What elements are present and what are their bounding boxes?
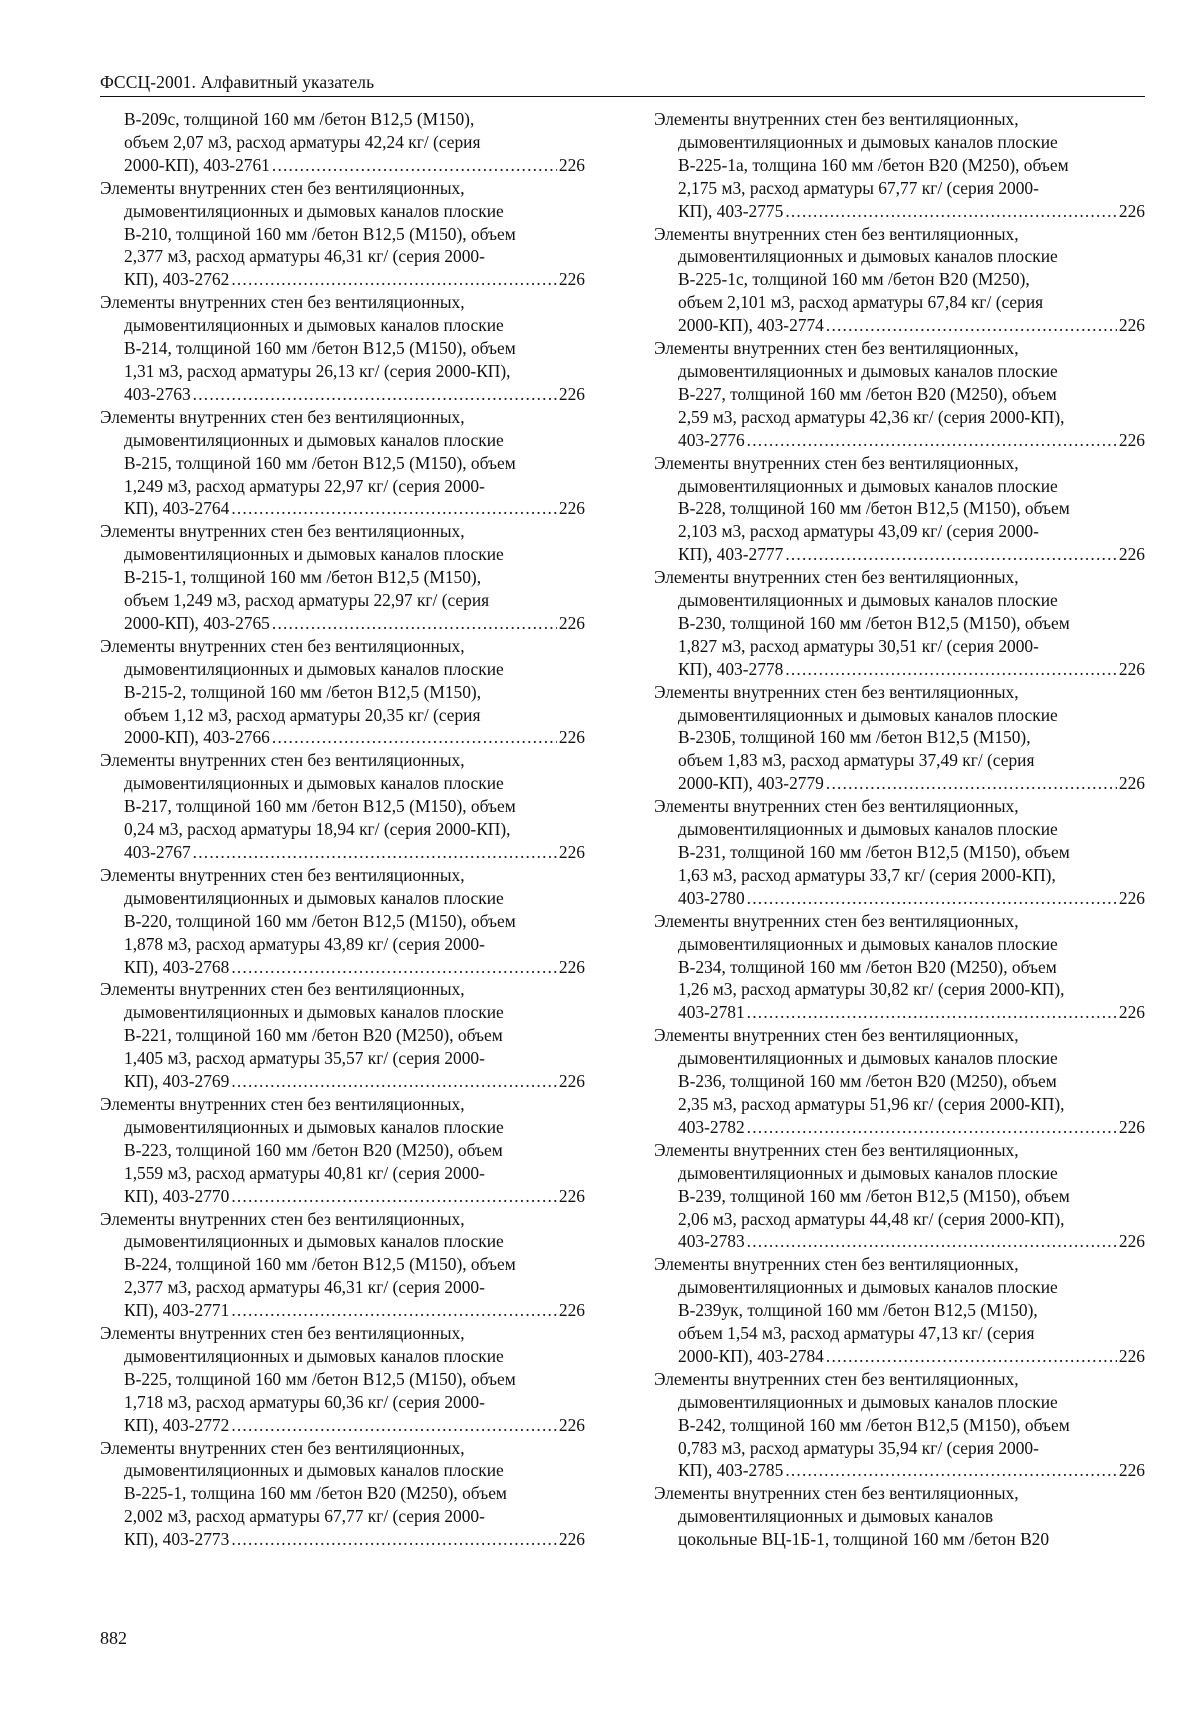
- index-entry: [654, 1368, 1145, 1483]
- dot-leader: [785, 543, 1117, 566]
- dot-leader: [272, 726, 557, 749]
- dot-leader: [272, 154, 557, 177]
- entry-line: В-210, толщиной 160 мм /бетон В12,5 (М150), объем: [124, 223, 516, 244]
- entry-line: дымовентиляционных и дымовых каналов плоские: [678, 360, 1058, 381]
- entry-line: В-227, толщиной 160 мм /бетон В20 (М250), объем: [678, 383, 1057, 404]
- entry-line: 0,24 м3, расход арматуры 18,94 кг/ (серия 2000-КП),: [124, 819, 511, 840]
- entry-line: Элементы внутренних стен без вентиляционных,: [654, 1368, 1019, 1389]
- entry-line: 1,31 м3, расход арматуры 26,13 кг/ (серия 2000-КП),: [124, 360, 511, 381]
- entry-page-ref: 226: [1118, 1116, 1145, 1137]
- index-entry: [654, 1253, 1145, 1368]
- entry-line-text: 403-2763: [124, 383, 191, 404]
- entry-line: Элементы внутренних стен без вентиляционных,: [100, 1323, 465, 1344]
- entry-line: дымовентиляционных и дымовых каналов плоские: [124, 1231, 504, 1252]
- entry-page-ref: 226: [558, 842, 585, 862]
- dot-leader: [826, 314, 1117, 337]
- entry-line: дымовентиляционных и дымовых каналов плоские: [678, 1048, 1058, 1069]
- entry-line: дымовентиляционных и дымовых каналов плоские: [678, 590, 1058, 611]
- entry-line: 2,175 м3, расход арматуры 67,77 кг/ (серия 2000-: [678, 177, 1039, 198]
- entry-line-text: КП), 403-2785: [678, 1460, 784, 1481]
- entry-line: дымовентиляционных и дымовых каналов плоские: [124, 1460, 504, 1481]
- dot-leader: [231, 1528, 557, 1551]
- entry-page-ref: 226: [1118, 887, 1145, 908]
- entry-line: Элементы внутренних стен без вентиляционных,: [100, 979, 465, 1000]
- entry-line: 1,249 м3, расход арматуры 22,97 кг/ (серия 2000-: [124, 475, 485, 496]
- index-entry: [654, 108, 1145, 223]
- entry-line: дымовентиляционных и дымовых каналов плоские: [124, 1116, 504, 1137]
- entry-line: 1,559 м3, расход арматуры 40,81 кг/ (серия 2000-: [124, 1162, 485, 1183]
- entry-line: В-209с, толщиной 160 мм /бетон В12,5 (М150),: [124, 109, 475, 129]
- entry-line: [654, 1345, 1145, 1368]
- entry-line: дымовентиляционных и дымовых каналов плоские: [678, 1391, 1058, 1412]
- entry-line: В-228, толщиной 160 мм /бетон В12,5 (М150), объем: [678, 498, 1070, 519]
- entry-line: В-225-1а, толщина 160 мм /бетон В20 (М250), объем: [678, 154, 1069, 175]
- entry-line: [100, 1185, 585, 1208]
- entry-page-ref: 226: [1118, 200, 1145, 221]
- entry-line: Элементы внутренних стен без вентиляционных,: [100, 864, 465, 885]
- entry-page-ref: 226: [558, 727, 585, 748]
- entry-line: 1,405 м3, расход арматуры 35,57 кг/ (серия 2000-: [124, 1048, 485, 1069]
- entry-line: [100, 841, 585, 864]
- entry-line-text: КП), 403-2771: [124, 1300, 230, 1321]
- entry-line: дымовентиляционных и дымовых каналов плоские: [678, 131, 1058, 152]
- entry-page-ref: 226: [558, 956, 585, 977]
- index-entry: [100, 1322, 585, 1437]
- entry-line: Элементы внутренних стен без вентиляционных,: [100, 521, 465, 542]
- entry-page-ref: 226: [558, 269, 585, 290]
- entry-line: 2,103 м3, расход арматуры 43,09 кг/ (серия 2000-: [678, 521, 1039, 542]
- index-entry: [654, 910, 1145, 1025]
- dot-leader: [231, 268, 557, 291]
- index-entry: [100, 108, 585, 177]
- entry-line: [654, 200, 1145, 223]
- dot-leader: [231, 497, 557, 520]
- entry-line: дымовентиляционных и дымовых каналов: [678, 1506, 994, 1527]
- entry-line: 2,59 м3, расход арматуры 42,36 кг/ (серия 2000-КП),: [678, 406, 1065, 427]
- index-entry: [654, 566, 1145, 681]
- entry-line: дымовентиляционных и дымовых каналов плоские: [678, 246, 1058, 267]
- dot-leader: [785, 1459, 1117, 1482]
- entry-line: [654, 1459, 1145, 1482]
- entry-line-text: 2000-КП), 403-2766: [124, 727, 270, 748]
- dot-leader: [747, 1001, 1117, 1024]
- index-entry: [100, 1437, 585, 1552]
- entry-line-text: 403-2780: [678, 887, 745, 908]
- entry-line: дымовентиляционных и дымовых каналов плоские: [124, 315, 504, 336]
- entry-line: В-231, толщиной 160 мм /бетон В12,5 (М150), объем: [678, 842, 1070, 862]
- dot-leader: [747, 887, 1117, 910]
- dot-leader: [193, 383, 557, 406]
- entry-page-ref: 226: [1118, 658, 1145, 679]
- entry-line: [100, 612, 585, 635]
- entry-line: [100, 154, 585, 177]
- entry-page-ref: 226: [558, 1071, 585, 1092]
- index-entry: [654, 337, 1145, 452]
- entry-line-text: 403-2783: [678, 1231, 745, 1252]
- entry-line: объем 1,54 м3, расход арматуры 47,13 кг/ (серия: [678, 1323, 1035, 1344]
- running-title: ФССЦ-2001. Алфавитный указатель: [100, 72, 375, 92]
- entry-line-text: КП), 403-2764: [124, 498, 230, 519]
- entry-line: [100, 497, 585, 520]
- entry-line: Элементы внутренних стен без вентиляционных,: [654, 910, 1019, 931]
- dot-leader: [826, 1345, 1117, 1368]
- index-entry: [100, 177, 585, 292]
- entry-line: В-215-1, толщиной 160 мм /бетон В12,5 (М150),: [124, 567, 482, 588]
- entry-line: [100, 268, 585, 291]
- entry-line: объем 2,07 м3, расход арматуры 42,24 кг/ (серия: [124, 131, 481, 152]
- entry-line: 2,377 м3, расход арматуры 46,31 кг/ (серия 2000-: [124, 246, 485, 267]
- entry-line-text: 2000-КП), 403-2779: [678, 773, 824, 794]
- index-entry: [654, 795, 1145, 910]
- index-column-left: [100, 108, 585, 1551]
- entry-line-text: КП), 403-2778: [678, 658, 784, 679]
- entry-line-text: 403-2767: [124, 842, 191, 862]
- entry-line: объем 1,249 м3, расход арматуры 22,97 кг/ (серия: [124, 590, 490, 611]
- dot-leader: [785, 200, 1117, 223]
- entry-page-ref: 226: [558, 154, 585, 175]
- entry-line: Элементы внутренних стен без вентиляционных,: [100, 1208, 465, 1229]
- index-entry: [654, 681, 1145, 796]
- index-entry: [100, 520, 585, 635]
- entry-line: дымовентиляционных и дымовых каналов плоские: [124, 544, 504, 565]
- entry-page-ref: 226: [558, 1185, 585, 1206]
- entry-line: В-214, толщиной 160 мм /бетон В12,5 (М150), объем: [124, 338, 516, 359]
- dot-leader: [747, 429, 1117, 452]
- index-entry: [654, 1482, 1145, 1551]
- dot-leader: [231, 1414, 557, 1437]
- entry-line: Элементы внутренних стен без вентиляционных,: [654, 681, 1019, 702]
- entry-line: [100, 1299, 585, 1322]
- entry-page-ref: 226: [1118, 1002, 1145, 1023]
- entry-line-text: 403-2782: [678, 1116, 745, 1137]
- entry-page-ref: 226: [558, 1529, 585, 1550]
- entry-line: В-230, толщиной 160 мм /бетон В12,5 (М150), объем: [678, 612, 1070, 633]
- entry-line: Элементы внутренних стен без вентиляционных,: [654, 796, 1019, 817]
- index-entry: [100, 864, 585, 979]
- entry-line-text: КП), 403-2773: [124, 1529, 230, 1550]
- entry-line: [654, 1116, 1145, 1139]
- entry-line: 2,377 м3, расход арматуры 46,31 кг/ (серия 2000-: [124, 1277, 485, 1298]
- entry-line: В-225, толщиной 160 мм /бетон В12,5 (М150), объем: [124, 1368, 516, 1389]
- entry-line: В-215-2, толщиной 160 мм /бетон В12,5 (М150),: [124, 681, 482, 702]
- entry-line: В-221, толщиной 160 мм /бетон В20 (М250), объем: [124, 1025, 503, 1046]
- entry-line: В-236, толщиной 160 мм /бетон В20 (М250), объем: [678, 1071, 1057, 1092]
- entry-line-text: 403-2781: [678, 1002, 745, 1023]
- entry-line: дымовентиляционных и дымовых каналов плоские: [678, 704, 1058, 725]
- entry-line-text: КП), 403-2770: [124, 1185, 230, 1206]
- entry-line: дымовентиляционных и дымовых каналов плоские: [124, 200, 504, 221]
- entry-line: дымовентиляционных и дымовых каналов плоские: [678, 1277, 1058, 1298]
- entry-line: В-223, толщиной 160 мм /бетон В20 (М250), объем: [124, 1139, 503, 1160]
- entry-line: [654, 543, 1145, 566]
- entry-line: цокольные ВЦ-1Б-1, толщиной 160 мм /бетон В20: [678, 1529, 1050, 1550]
- entry-line: Элементы внутренних стен без вентиляционных,: [100, 1437, 465, 1458]
- entry-line: Элементы внутренних стен без вентиляционных,: [654, 223, 1019, 244]
- entry-line: дымовентиляционных и дымовых каналов плоские: [124, 773, 504, 794]
- entry-line: [100, 1414, 585, 1437]
- dot-leader: [231, 1070, 557, 1093]
- entry-line: В-225-1, толщина 160 мм /бетон В20 (М250), объем: [124, 1483, 507, 1504]
- index-entry: [100, 1093, 585, 1208]
- entry-line: 1,878 м3, расход арматуры 43,89 кг/ (серия 2000-: [124, 933, 485, 954]
- index-entry: [100, 406, 585, 521]
- index-entry: [100, 291, 585, 406]
- entry-line: дымовентиляционных и дымовых каналов плоские: [124, 1002, 504, 1023]
- entry-line: Элементы внутренних стен без вентиляционных,: [654, 1483, 1019, 1504]
- entry-line: дымовентиляционных и дымовых каналов плоские: [124, 429, 504, 450]
- entry-page-ref: 226: [1118, 1345, 1145, 1366]
- entry-line: В-239, толщиной 160 мм /бетон В12,5 (М150), объем: [678, 1185, 1070, 1206]
- dot-leader: [231, 956, 557, 979]
- dot-leader: [272, 612, 557, 635]
- entry-line: Элементы внутренних стен без вентиляционных,: [654, 338, 1019, 359]
- entry-line: Элементы внутренних стен без вентиляционных,: [100, 406, 465, 427]
- entry-line: дымовентиляционных и дымовых каналов плоские: [678, 475, 1058, 496]
- entry-line: 2,06 м3, расход арматуры 44,48 кг/ (серия 2000-КП),: [678, 1208, 1065, 1229]
- entry-line: В-239ук, толщиной 160 мм /бетон В12,5 (М150),: [678, 1300, 1038, 1321]
- entry-line: [654, 772, 1145, 795]
- entry-line: [654, 887, 1145, 910]
- dot-leader: [231, 1299, 557, 1322]
- entry-line: Элементы внутренних стен без вентиляционных,: [100, 177, 465, 198]
- entry-page-ref: 226: [558, 498, 585, 519]
- entry-page-ref: 226: [558, 1300, 585, 1321]
- entry-line-text: 2000-КП), 403-2765: [124, 612, 270, 633]
- entry-line-text: КП), 403-2769: [124, 1071, 230, 1092]
- entry-page-ref: 226: [1118, 544, 1145, 565]
- index-entry: [654, 1139, 1145, 1254]
- entry-page-ref: 226: [558, 383, 585, 404]
- dot-leader: [785, 658, 1117, 681]
- entry-line: дымовентиляционных и дымовых каналов плоские: [678, 819, 1058, 840]
- entry-line: 1,26 м3, расход арматуры 30,82 кг/ (серия 2000-КП),: [678, 979, 1065, 1000]
- entry-line: объем 1,12 м3, расход арматуры 20,35 кг/ (серия: [124, 704, 481, 725]
- entry-line-text: КП), 403-2768: [124, 956, 230, 977]
- entry-line-text: 2000-КП), 403-2784: [678, 1345, 824, 1366]
- entry-line: Элементы внутренних стен без вентиляционных,: [100, 1093, 465, 1114]
- entry-line: дымовентиляционных и дымовых каналов плоские: [678, 1162, 1058, 1183]
- entry-line: Элементы внутренних стен без вентиляционных,: [100, 635, 465, 656]
- index-column-right: [654, 108, 1145, 1551]
- entry-line: Элементы внутренних стен без вентиляционных,: [654, 1139, 1019, 1160]
- entry-line: дымовентиляционных и дымовых каналов плоские: [124, 658, 504, 679]
- dot-leader: [193, 841, 557, 864]
- entry-line-text: КП), 403-2772: [124, 1414, 230, 1435]
- entry-line: объем 1,83 м3, расход арматуры 37,49 кг/ (серия: [678, 750, 1035, 771]
- page-header: [100, 70, 1145, 97]
- entry-line-text: КП), 403-2762: [124, 269, 230, 290]
- dot-leader: [231, 1185, 557, 1208]
- entry-page-ref: 226: [558, 612, 585, 633]
- entry-line: Элементы внутренних стен без вентиляционных,: [654, 1025, 1019, 1046]
- entry-line: 0,783 м3, расход арматуры 35,94 кг/ (серия 2000-: [678, 1437, 1039, 1458]
- entry-line: дымовентиляционных и дымовых каналов плоские: [678, 933, 1058, 954]
- entry-line: [654, 314, 1145, 337]
- entry-line: [100, 726, 585, 749]
- index-entry: [654, 223, 1145, 338]
- entry-line: Элементы внутренних стен без вентиляционных,: [654, 1254, 1019, 1275]
- index-entry: [100, 749, 585, 864]
- entry-line-text: 2000-КП), 403-2761: [124, 154, 270, 175]
- entry-line: В-220, толщиной 160 мм /бетон В12,5 (М150), объем: [124, 910, 516, 931]
- dot-leader: [747, 1230, 1117, 1253]
- entry-page-ref: 226: [1118, 315, 1145, 336]
- entry-line: [100, 383, 585, 406]
- entry-line: [100, 1070, 585, 1093]
- entry-line: В-230Б, толщиной 160 мм /бетон В12,5 (М150),: [678, 727, 1031, 748]
- index-entry: [654, 1024, 1145, 1139]
- entry-line: 2,002 м3, расход арматуры 67,77 кг/ (серия 2000-: [124, 1506, 485, 1527]
- entry-page-ref: 226: [1118, 773, 1145, 794]
- entry-line: [100, 1528, 585, 1551]
- dot-leader: [826, 772, 1117, 795]
- entry-line: дымовентиляционных и дымовых каналов плоские: [124, 1345, 504, 1366]
- entry-line: дымовентиляционных и дымовых каналов плоские: [124, 887, 504, 908]
- entry-line: В-217, толщиной 160 мм /бетон В12,5 (М150), объем: [124, 796, 516, 817]
- index-entry: [100, 635, 585, 750]
- entry-line: Элементы внутренних стен без вентиляционных,: [100, 292, 465, 313]
- index-entry: [654, 452, 1145, 567]
- entry-line: объем 2,101 м3, расход арматуры 67,84 кг/ (серия: [678, 292, 1044, 313]
- entry-line-text: КП), 403-2777: [678, 544, 784, 565]
- index-entry: [100, 978, 585, 1093]
- entry-page-ref: 226: [558, 1414, 585, 1435]
- entry-line-text: 403-2776: [678, 429, 745, 450]
- entry-line: Элементы внутренних стен без вентиляционных,: [654, 567, 1019, 588]
- index-entry: [100, 1208, 585, 1323]
- dot-leader: [747, 1116, 1117, 1139]
- entry-line: 2,35 м3, расход арматуры 51,96 кг/ (серия 2000-КП),: [678, 1093, 1065, 1114]
- entry-line: Элементы внутренних стен без вентиляционных,: [100, 750, 465, 771]
- entry-line: 1,827 м3, расход арматуры 30,51 кг/ (серия 2000-: [678, 635, 1039, 656]
- entry-line-text: КП), 403-2775: [678, 200, 784, 221]
- entry-page-ref: 226: [1118, 429, 1145, 450]
- entry-line: [100, 956, 585, 979]
- entry-line: Элементы внутренних стен без вентиляционных,: [654, 452, 1019, 473]
- entry-line: В-242, толщиной 160 мм /бетон В12,5 (М150), объем: [678, 1414, 1070, 1435]
- entry-line: 1,718 м3, расход арматуры 60,36 кг/ (серия 2000-: [124, 1391, 485, 1412]
- entry-line: В-225-1с, толщиной 160 мм /бетон В20 (М250),: [678, 269, 1030, 290]
- entry-line: [654, 1001, 1145, 1024]
- entry-page-ref: 226: [1118, 1460, 1145, 1481]
- page-number: 882: [100, 1628, 127, 1648]
- entry-line: В-215, толщиной 160 мм /бетон В12,5 (М150), объем: [124, 452, 516, 473]
- entry-line: В-234, толщиной 160 мм /бетон В20 (М250), объем: [678, 956, 1057, 977]
- entry-line: [654, 658, 1145, 681]
- entry-line: В-224, толщиной 160 мм /бетон В12,5 (М150), объем: [124, 1254, 516, 1275]
- entry-line-text: 2000-КП), 403-2774: [678, 315, 824, 336]
- entry-page-ref: 226: [1118, 1231, 1145, 1252]
- entry-line: [654, 1230, 1145, 1253]
- entry-line: [654, 429, 1145, 452]
- entry-line: Элементы внутренних стен без вентиляционных,: [654, 109, 1019, 129]
- entry-line: 1,63 м3, расход арматуры 33,7 кг/ (серия 2000-КП),: [678, 864, 1056, 885]
